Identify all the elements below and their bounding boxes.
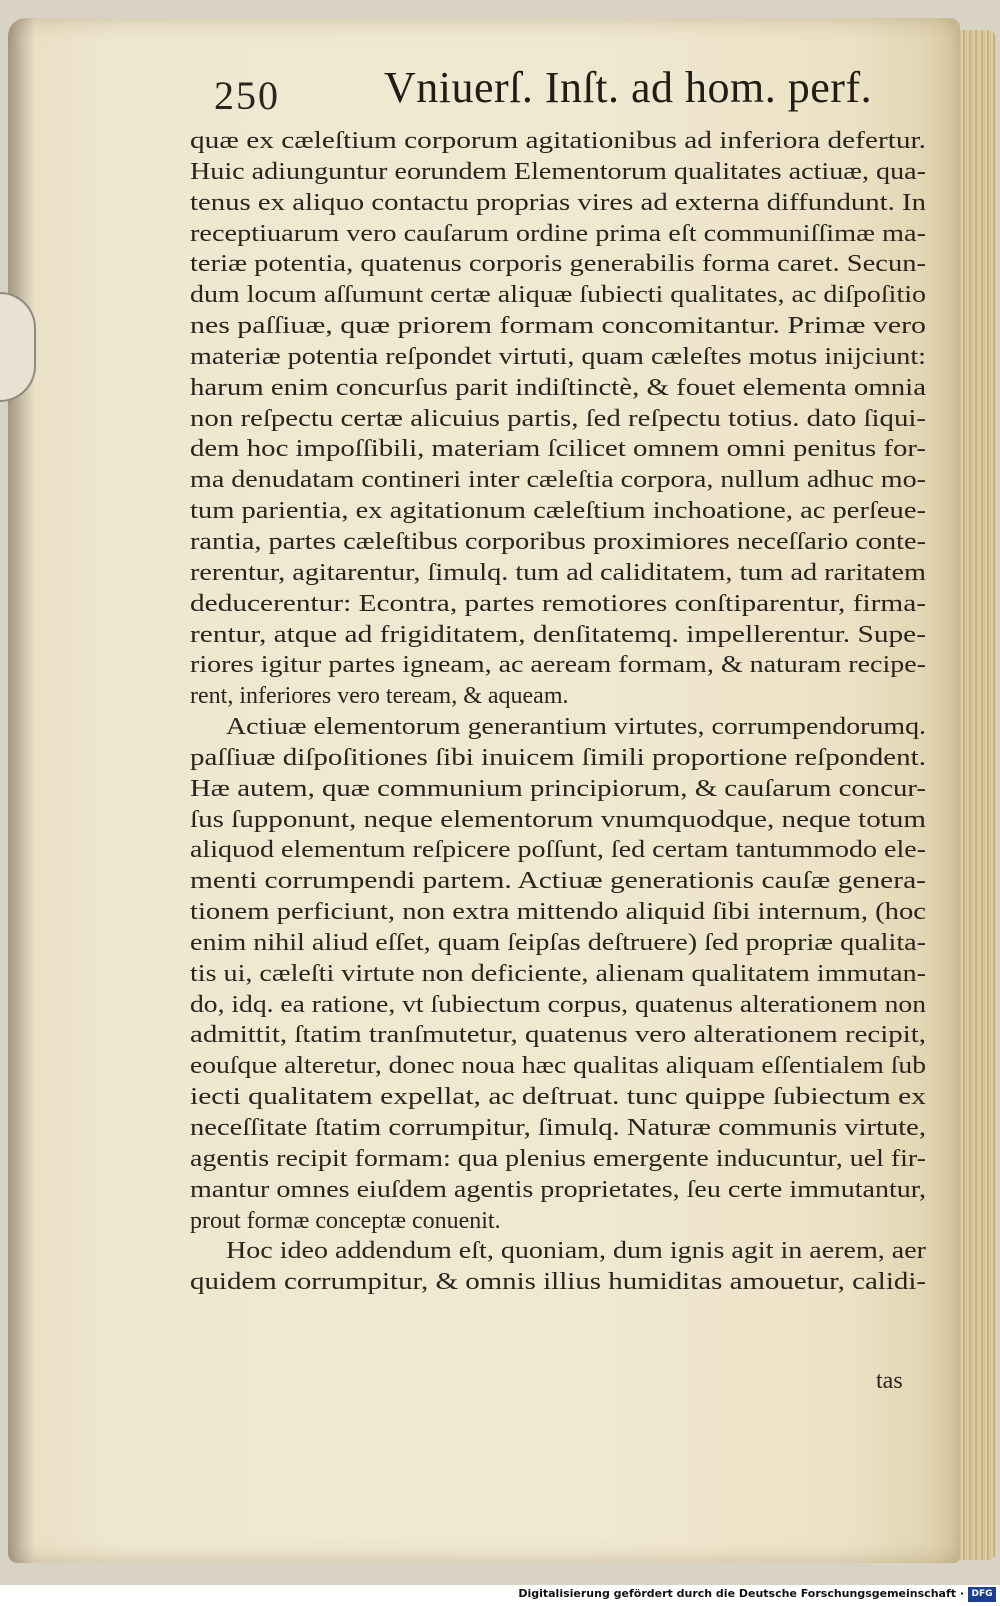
text-line: teriæ potentia, quatenus corporis generabilis forma caret. Secun-	[190, 251, 926, 278]
text-line: deducerentur: Econtra, partes remotiores conſtiparentur, firma-	[190, 590, 926, 617]
text-line: paſſiuæ diſpoſitiones ſibi inuicem ſimili proportione reſpondent.	[190, 744, 926, 771]
text-line: non reſpectu certæ alicuius partis, ſed reſpectu totius. dato ſiqui-	[190, 405, 926, 432]
text-line: agentis recipit formam: qua plenius emergente inducuntur, uel fir-	[190, 1145, 926, 1172]
text-line: quidem corrumpitur, & omnis illius humiditas amouetur, calidi-	[190, 1269, 926, 1296]
text-line: do, idq. ea ratione, vt ſubiectum corpus, quatenus alterationem non	[190, 991, 926, 1018]
page-block-edges	[960, 30, 996, 1560]
text-line: quæ ex cæleſtium corporum agitationibus ad inferiora defertur.	[190, 128, 926, 154]
text-line: tenus ex aliquo contactu proprias vires ad externa diffundunt. In	[190, 189, 926, 216]
text-line: rentur, atque ad frigiditatem, denſitatemq. impellerentur. Supe-	[190, 621, 926, 648]
dfg-logo: DFG	[968, 1587, 996, 1602]
running-title: Vniuerſ. Inſt. ad hom. perf.	[384, 63, 873, 112]
catchword: tas	[876, 1368, 903, 1394]
text-line: prout formæ conceptæ conuenit.	[190, 1207, 501, 1234]
text-line: mantur omnes eiuſdem agentis proprietates, ſeu certe immutantur,	[190, 1176, 926, 1203]
text-line: nes paſſiuæ, quæ priorem formam concomitantur. Primæ vero	[190, 313, 926, 340]
text-line: tum parientia, ex agitationum cæleſtium inchoatione, ac perſeue-	[190, 498, 926, 525]
text-line: Hoc ideo addendum eſt, quoniam, dum ignis agit in aerem, aer	[226, 1238, 926, 1265]
text-line: iecti qualitatem expellat, ac deſtruat. tunc quippe ſubiectum ex	[190, 1084, 926, 1111]
text-line: riores igitur partes igneam, ac aeream formam, & naturam recipe-	[190, 652, 926, 679]
text-line: materiæ potentia reſpondet virtuti, quam cæleſtes motus inijciunt:	[190, 343, 926, 370]
text-line: rerentur, agitarentur, ſimulq. tum ad caliditatem, tum ad raritatem	[190, 559, 926, 586]
text-line: neceſſitate ſtatim corrumpitur, ſimulq. Naturæ communis virtute,	[190, 1115, 926, 1141]
text-line: enim nihil aliud eſſet, quam ſeipſas deſtruere) ſed propriæ qualita-	[190, 929, 926, 956]
text-line: tionem perficiunt, non extra mittendo aliquid ſibi internum, (hoc	[190, 899, 926, 926]
text-line: admittit, ſtatim tranſmutetur, quatenus vero alterationem recipit,	[190, 1022, 926, 1049]
footer-credit: Digitalisierung gefördert durch die Deutsche Forschungsgemeinschaft ·	[518, 1587, 964, 1600]
text-line: aliquod elementum reſpicere poſſunt, ſed certam tantummodo ele-	[190, 837, 926, 864]
text-line: Actiuæ elementorum generantium virtutes, corrumpendorumq.	[226, 714, 926, 741]
text-line: Huic adiunguntur eorundem Elementorum qualitates actiuæ, qua-	[190, 158, 926, 185]
body-text	[190, 126, 930, 1298]
page-header	[214, 62, 873, 132]
text-line: dum locum aſſumunt certæ aliquæ ſubiecti qualitates, ac diſpoſitio	[190, 282, 926, 309]
text-line: Hæ autem, quæ communium principiorum, & cauſarum concur-	[190, 775, 926, 802]
text-line: ma denudatam contineri inter cæleſtia corpora, nullum adhuc mo-	[190, 467, 926, 494]
text-line: harum enim concurſus parit indiſtinctè, & fouet elementa omnia	[190, 374, 926, 401]
text-line: rent, inferiores vero teream, & aqueam.	[190, 683, 569, 710]
text-line: rantia, partes cæleſtibus corporibus proximiores neceſſario conte-	[190, 528, 927, 555]
text-line: receptiuarum vero cauſarum ordine prima eſt communiſſimæ ma-	[190, 220, 927, 247]
text-line: menti corrumpendi partem. Actiuæ generationis cauſæ genera-	[190, 868, 926, 895]
text-line: dem hoc impoſſibili, materiam ſcilicet omnem omni penitus for-	[190, 436, 926, 463]
text-line: eouſque alteretur, donec noua hæc qualitas aliquam eſſentialem ſub	[190, 1053, 926, 1080]
page-number: 250	[214, 73, 280, 118]
footer-bar	[0, 1585, 1000, 1606]
text-line: tis ui, cæleſti virtute non deficiente, alienam qualitatem immutan-	[190, 960, 926, 987]
text-line: ſus ſupponunt, neque elementorum vnumquodque, neque totum	[190, 806, 926, 833]
spine-shadow	[8, 18, 34, 1563]
